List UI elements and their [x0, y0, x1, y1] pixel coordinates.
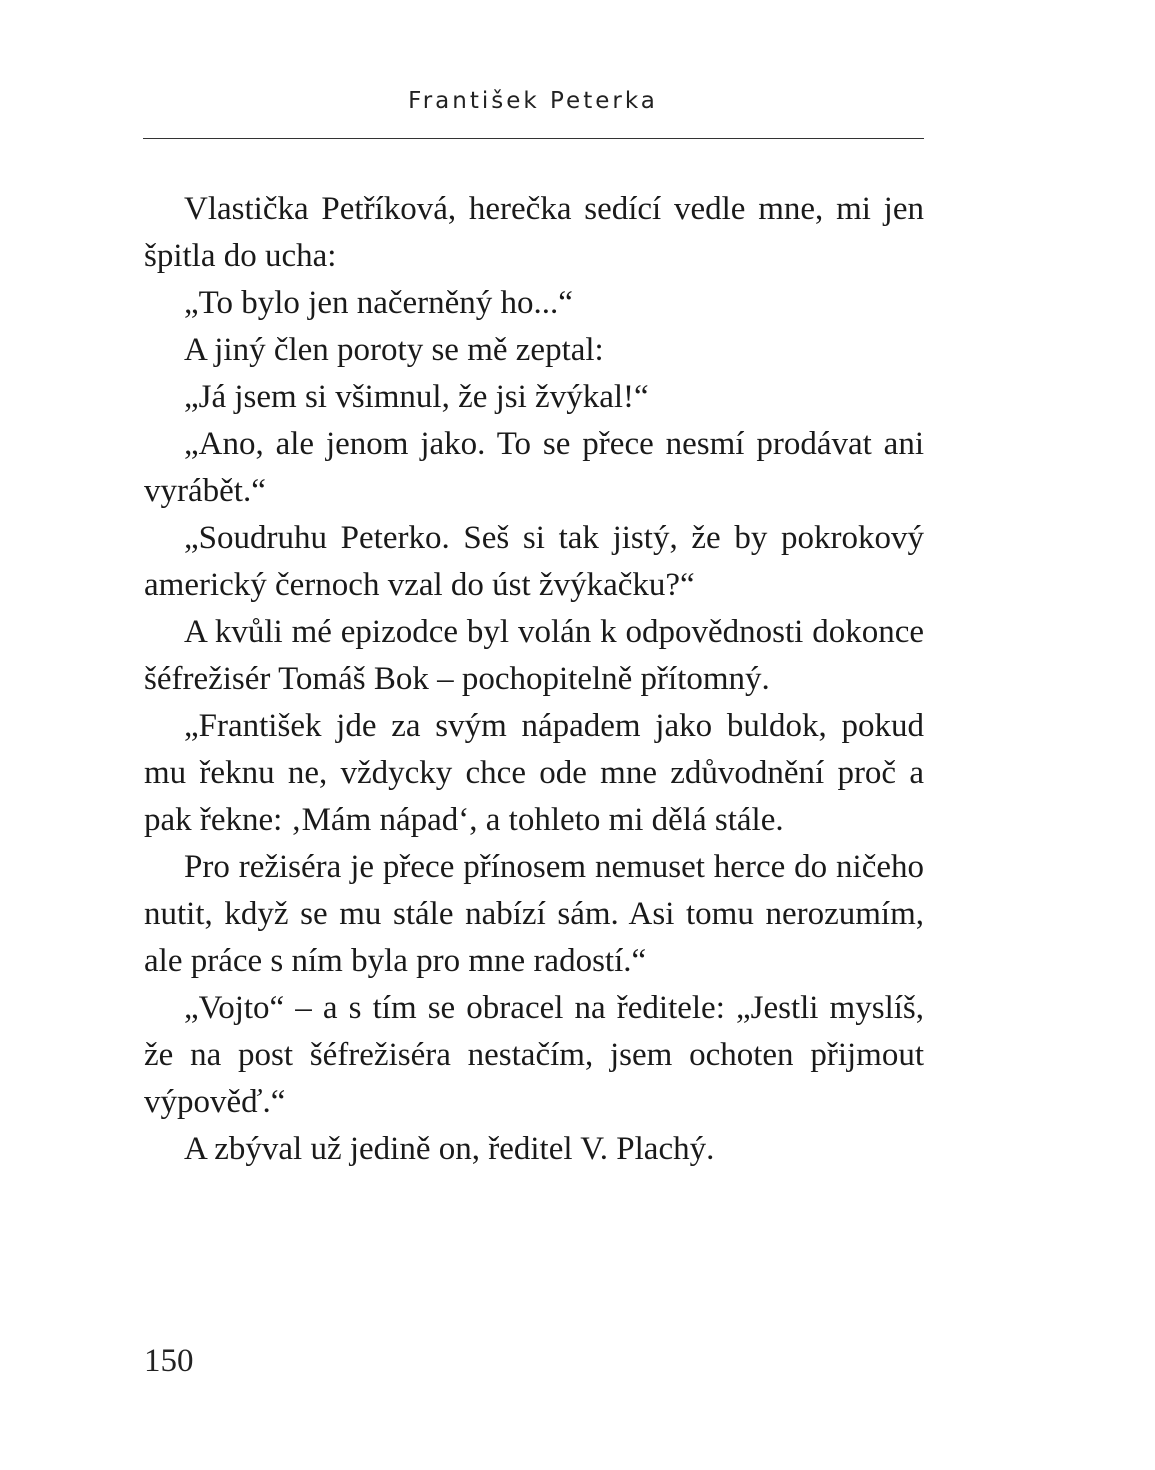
paragraph: „František jde za svým nápadem jako buldok, pokud mu řeknu ne, vždycky chce ode mne zdůvodnění proč a pak řekne: ‚Mám nápad‘, a tohleto mi dělá stále.	[144, 708, 924, 838]
paragraph: „Soudruhu Peterko. Seš si tak jistý, že by pokrokový americký černoch vzal do úst žvýkačku?“	[144, 520, 924, 603]
paragraph: A jiný člen poroty se mě zeptal:	[184, 332, 604, 368]
header-rule	[143, 138, 924, 139]
paragraph: „To bylo jen načerněný ho...“	[184, 285, 573, 321]
paragraph: Pro režiséra je přece přínosem nemuset herce do ničeho nutit, když se mu stále nabízí sám. Asi tomu nerozumím, ale práce s ním byla pro mne radostí.“	[144, 849, 924, 979]
paragraph: Vlastička Petříková, herečka sedící vedle mne, mi jen špitla do ucha:	[144, 191, 924, 274]
paragraph: „Já jsem si všimnul, že jsi žvýkal!“	[184, 379, 649, 415]
paragraph: „Ano, ale jenom jako. To se přece nesmí prodávat ani vyrábět.“	[144, 426, 924, 509]
paragraph: A kvůli mé epizodce byl volán k odpovědnosti dokonce šéfrežisér Tomáš Bok – pochopitelně přítomný.	[144, 614, 924, 697]
running-head: František Peterka	[408, 88, 658, 114]
body-text	[144, 186, 924, 1173]
paragraph: A zbýval už jedině on, ředitel V. Plachý.	[184, 1131, 715, 1167]
paragraph: „Vojto“ – a s tím se obracel na ředitele: „Jestli myslíš, že na post šéfrežiséra nestačím, jsem ochoten přijmout výpověď.“	[144, 990, 924, 1120]
page-number: 150	[144, 1343, 194, 1379]
